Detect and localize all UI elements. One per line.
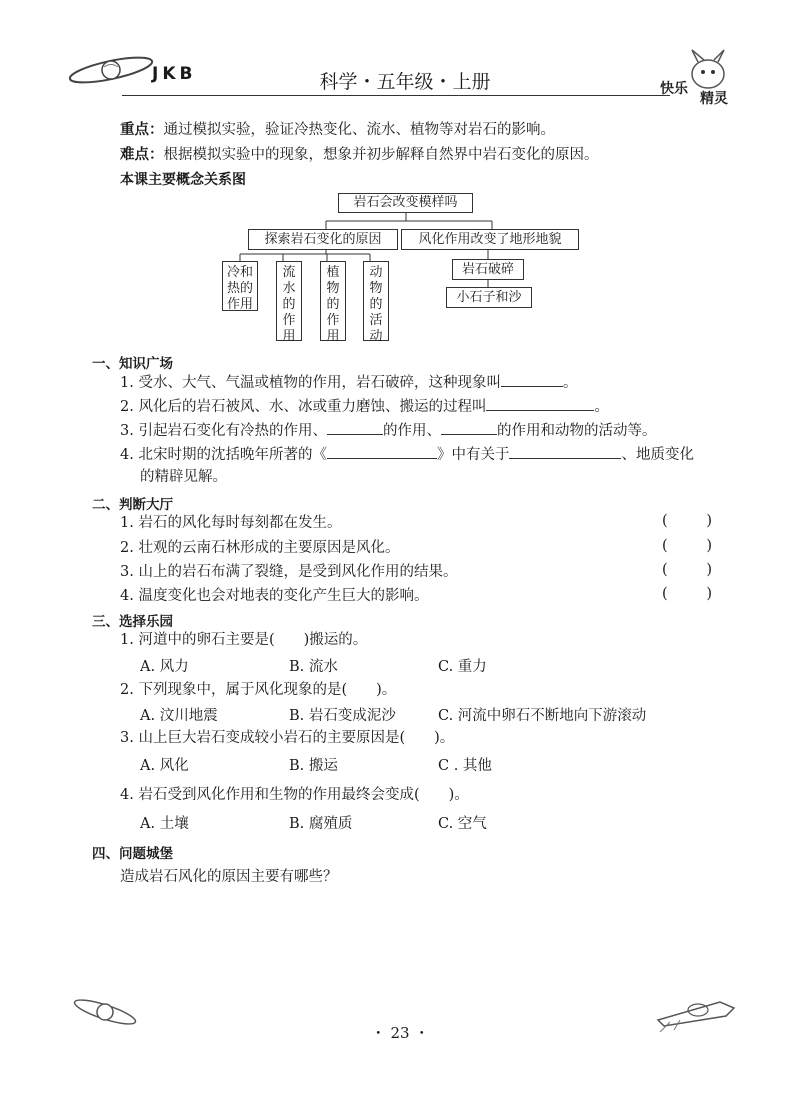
- mascot-label-bottom: 精灵: [700, 91, 728, 107]
- paren-open: (: [662, 586, 668, 602]
- concept-pebbles-sand: 小石子和沙: [446, 287, 532, 308]
- answer-blank[interactable]: [327, 444, 437, 459]
- choice-q2: 2. 下列现象中，属于风化现象的是( )。: [120, 682, 397, 698]
- choice-option[interactable]: A. 风化: [140, 758, 189, 774]
- judgement-item: 3. 山上的岩石布满了裂缝，是受到风化作用的结果。: [120, 564, 458, 580]
- choice-option[interactable]: B. 搬运: [289, 758, 338, 774]
- choice-option[interactable]: C. 重力: [438, 659, 487, 675]
- answer-parentheses[interactable]: [662, 562, 712, 578]
- concept-leaf-water: 流水的作用: [276, 261, 302, 341]
- key-points-label: 重点：: [120, 122, 164, 138]
- choice-option[interactable]: A. 土壤: [140, 816, 189, 832]
- mascot-label-top: 快乐: [660, 81, 688, 97]
- choice-option[interactable]: C. 河流中卵石不断地向下游滚动: [438, 708, 647, 724]
- planet-ring-footer-icon: [70, 992, 140, 1032]
- concept-map-lines: [0, 0, 800, 360]
- knowledge-q2: [120, 396, 609, 417]
- choice-option[interactable]: B. 岩石变成泥沙: [289, 708, 396, 724]
- header-logo: JKB: [152, 64, 197, 84]
- open-question: 造成岩石风化的原因主要有哪些？: [120, 869, 338, 885]
- answer-blank[interactable]: [441, 420, 497, 435]
- section-choice-title: 三、选择乐园: [92, 614, 173, 630]
- paren-close: ): [706, 538, 712, 554]
- paren-open: (: [662, 538, 668, 554]
- answer-parentheses[interactable]: [662, 538, 712, 554]
- concept-rock-breaking: 岩石破碎: [452, 259, 524, 280]
- concept-leaf-plants: 植物的作用: [320, 261, 346, 341]
- knowledge-q1: [120, 372, 577, 393]
- knowledge-q3-text-a: 3. 引起岩石变化有冷热的作用、: [120, 423, 327, 439]
- difficult-points-text: 根据模拟实验中的现象，想象并初步解释自然界中岩石变化的原因。: [163, 147, 599, 163]
- answer-parentheses[interactable]: [662, 513, 712, 529]
- choice-option[interactable]: C. 空气: [438, 816, 487, 832]
- answer-parentheses[interactable]: [662, 586, 712, 602]
- knowledge-q4-continued: 的精辟见解。: [140, 469, 227, 485]
- choice-option[interactable]: C . 其他: [438, 758, 492, 774]
- knowledge-q2-text: 2. 风化后的岩石被风、水、冰或重力磨蚀、搬运的过程叫: [120, 399, 487, 415]
- concept-leaf-cold-heat: 冷和热的作用: [222, 261, 258, 311]
- knowledge-q1-end: 。: [562, 375, 578, 391]
- section-knowledge-title: 一、知识广场: [92, 356, 173, 372]
- choice-q4: 4. 岩石受到风化作用和生物的作用最终会变成( )。: [120, 787, 469, 803]
- knowledge-q3-text-c: 的作用和动物的活动等。: [496, 423, 657, 439]
- answer-blank[interactable]: [509, 444, 621, 459]
- concept-root: 岩石会改变模样吗: [338, 193, 473, 213]
- concept-branch-right: 风化作用改变了地形地貌: [401, 229, 579, 250]
- paren-open: (: [662, 513, 668, 529]
- knowledge-q3: [120, 420, 656, 441]
- answer-blank[interactable]: [327, 420, 383, 435]
- page-number: ・ 23 ・: [370, 1024, 430, 1042]
- spaceship-footer-icon: [650, 990, 740, 1035]
- section-judgement-title: 二、判断大厅: [92, 497, 173, 513]
- concept-leaf-animals: 动物的活动: [363, 261, 389, 341]
- choice-option[interactable]: A. 风力: [140, 659, 189, 675]
- knowledge-q3-text-b: 的作用、: [382, 423, 441, 439]
- knowledge-q4: [120, 444, 694, 465]
- paren-close: ): [706, 562, 712, 578]
- choice-q3: 3. 山上巨大岩石变成较小岩石的主要原因是( )。: [120, 730, 455, 746]
- knowledge-q2-end: 。: [594, 399, 609, 415]
- concept-branch-left: 探索岩石变化的原因: [248, 229, 398, 250]
- paren-open: (: [662, 562, 668, 578]
- choice-option[interactable]: B. 腐殖质: [289, 816, 353, 832]
- choice-option[interactable]: A. 汶川地震: [140, 708, 218, 724]
- judgement-item: 2. 壮观的云南石林形成的主要原因是风化。: [120, 540, 400, 556]
- choice-q1: 1. 河道中的卵石主要是( )搬运的。: [120, 632, 368, 648]
- knowledge-q4-text-c: 、地质变化: [621, 447, 694, 463]
- answer-blank[interactable]: [501, 372, 563, 387]
- key-points-text: 通过模拟实验，验证冷热变化、流水、植物等对岩石的影响。: [163, 122, 555, 138]
- knowledge-q1-text: 1. 受水、大气、气温或植物的作用，岩石破碎，这种现象叫: [120, 375, 501, 391]
- choice-option[interactable]: B. 流水: [289, 659, 338, 675]
- knowledge-q4-text-a: 4. 北宋时期的沈括晚年所著的《: [120, 447, 327, 463]
- paren-close: ): [706, 586, 712, 602]
- header-title: 科学・五年级・上册: [319, 71, 491, 93]
- section-question-title: 四、问题城堡: [92, 846, 173, 862]
- difficult-points-label: 难点：: [120, 147, 164, 163]
- knowledge-q4-text-b: 》中有关于: [436, 447, 510, 463]
- judgement-item: 1. 岩石的风化每时每刻都在发生。: [120, 515, 342, 531]
- answer-blank[interactable]: [486, 396, 594, 411]
- concept-map-title: 本课主要概念关系图: [120, 172, 246, 188]
- paren-close: ): [706, 513, 712, 529]
- judgement-item: 4. 温度变化也会对地表的变化产生巨大的影响。: [120, 588, 429, 604]
